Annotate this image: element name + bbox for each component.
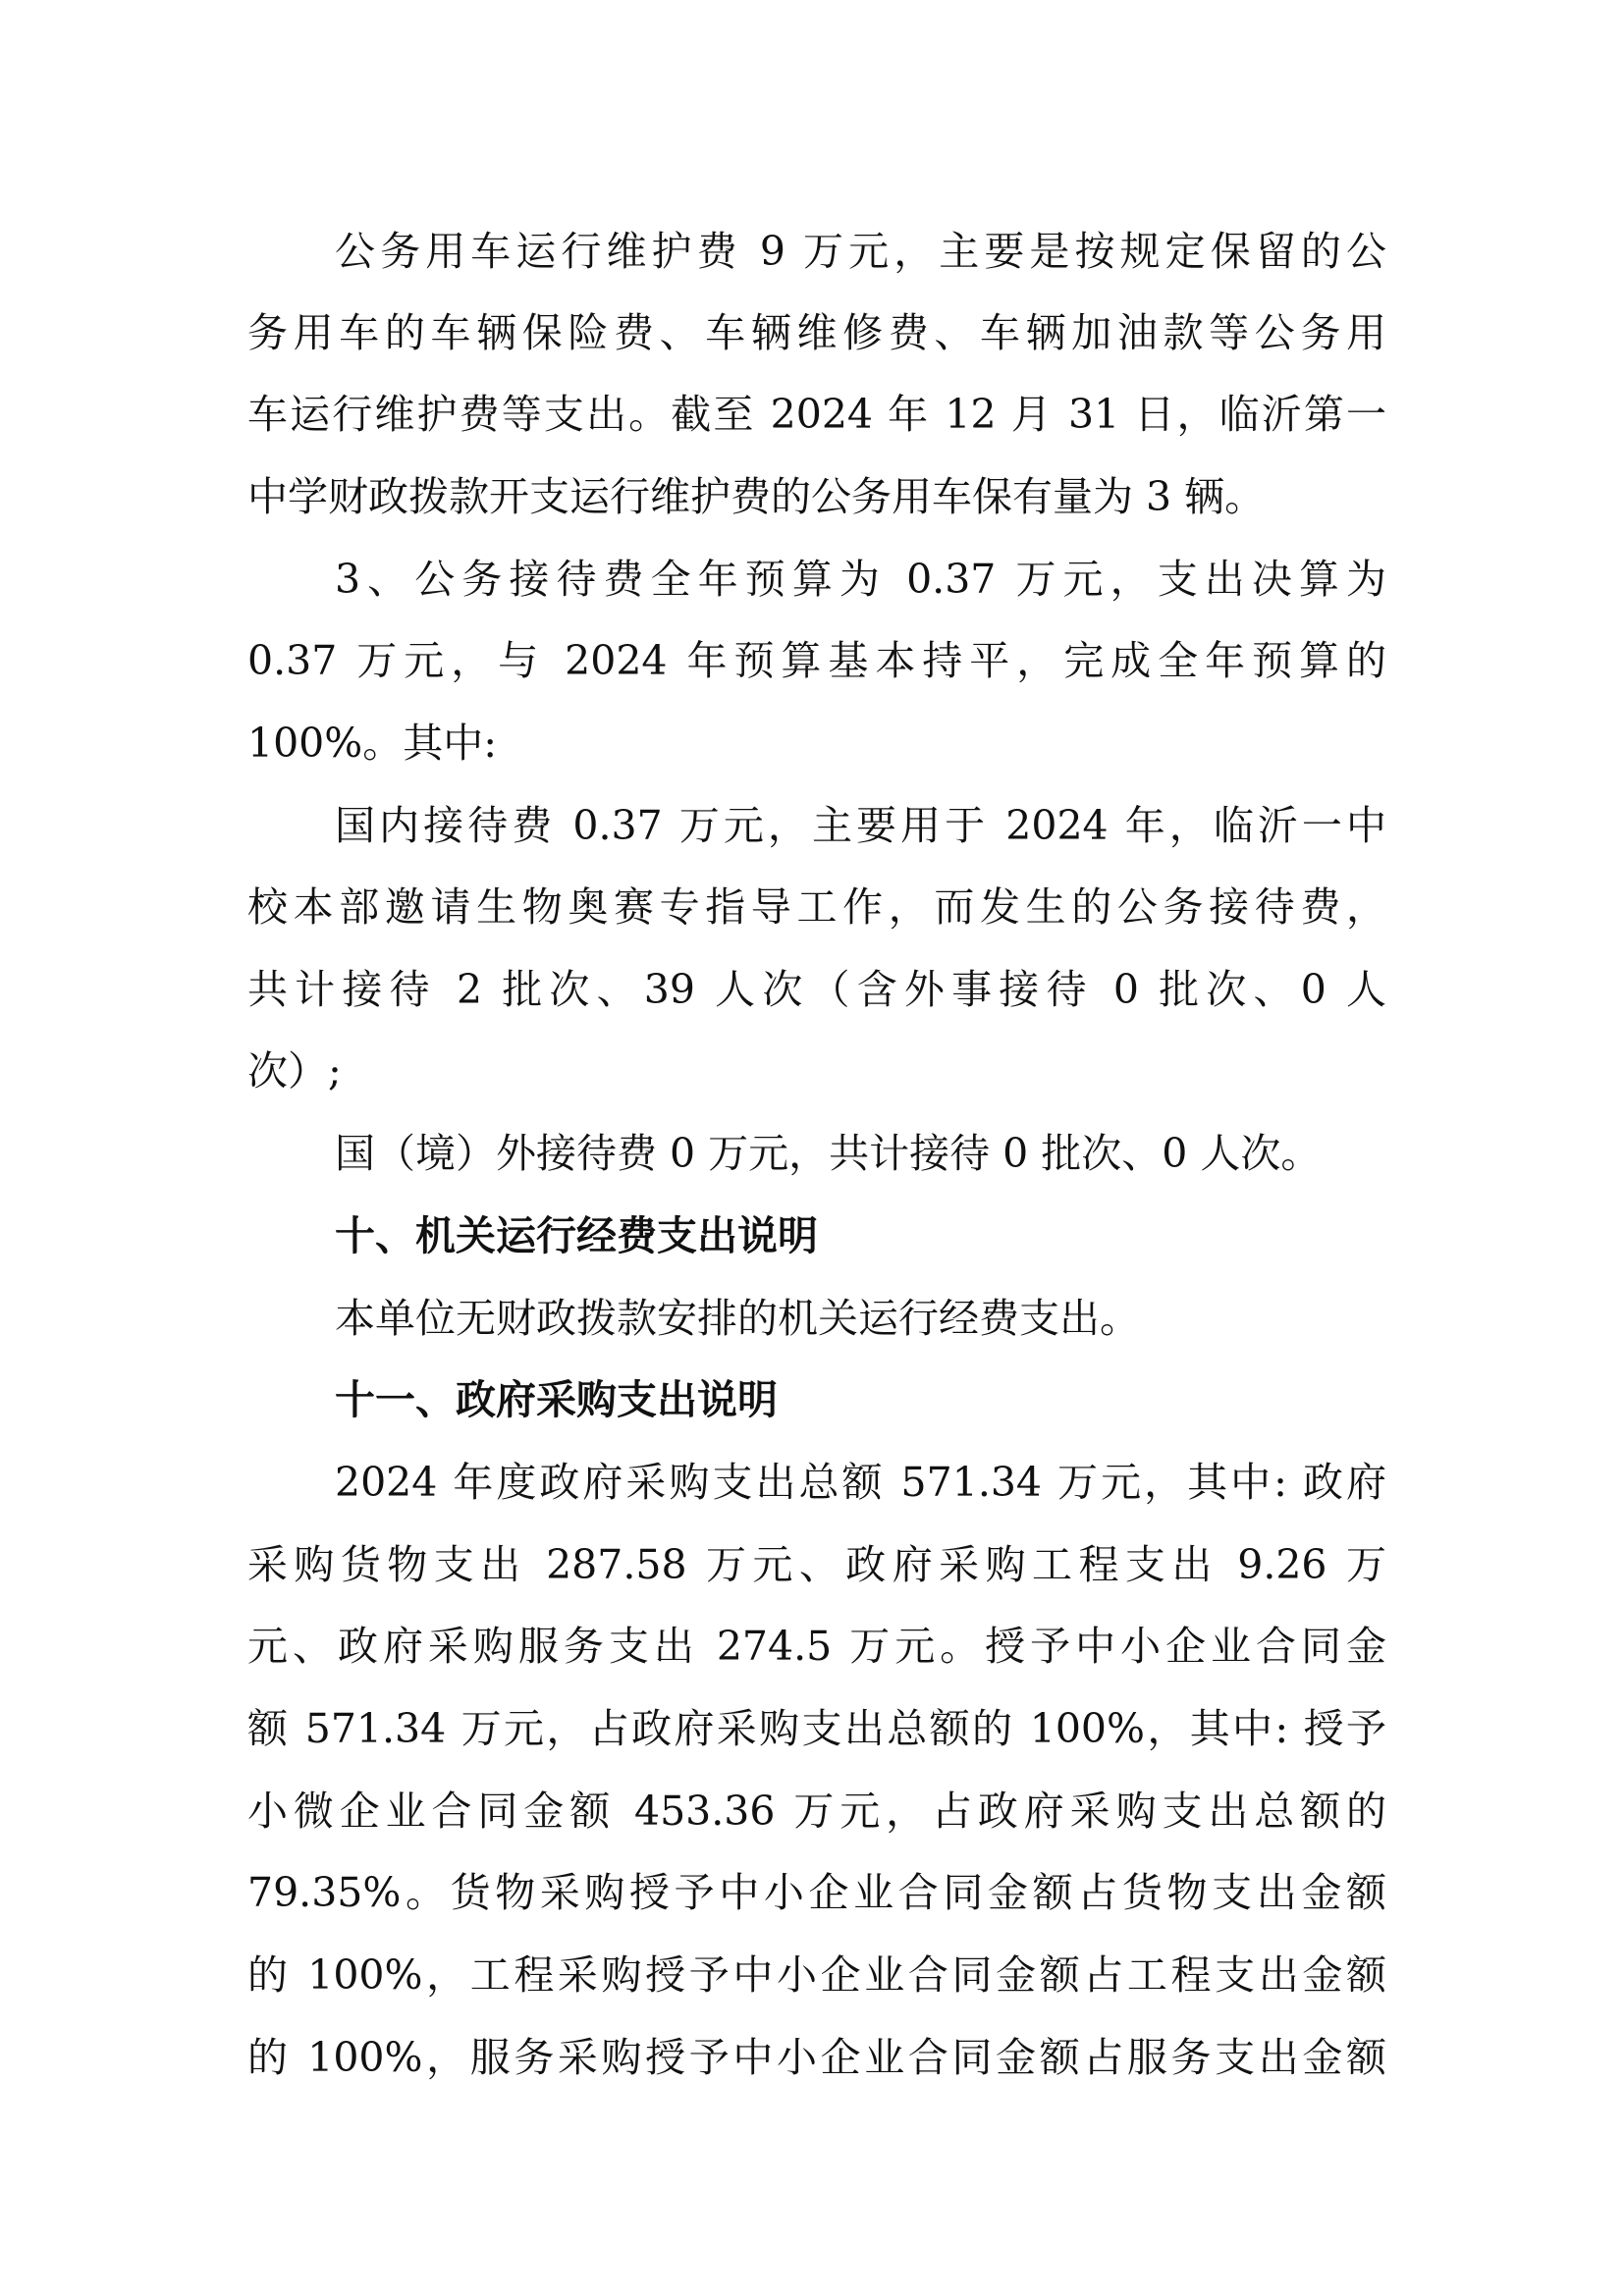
paragraph-vehicle-maintenance-line-4: 中学财政拨款开支运行维护费的公务用车保有量为 3 辆。 bbox=[247, 473, 1266, 520]
paragraph-domestic-reception-line-1: 国内接待费 0.37 万元，主要用于 2024 年，临沂一中 bbox=[335, 802, 1386, 849]
paragraph-domestic-reception-line-4: 次）; bbox=[247, 1047, 342, 1095]
paragraph-procurement-line-5: 小微企业合同金额 453.36 万元，占政府采购支出总额的 bbox=[247, 1788, 1386, 1835]
section-heading-11: 十一、政府采购支出说明 bbox=[335, 1376, 778, 1423]
paragraph-reception-budget-line-2: 0.37 万元，与 2024 年预算基本持平，完成全年预算的 bbox=[247, 637, 1386, 684]
paragraph-foreign-reception: 国（境）外接待费 0 万元，共计接待 0 批次、0 人次。 bbox=[335, 1130, 1322, 1177]
paragraph-operating-expenses: 本单位无财政拨款安排的机关运行经费支出。 bbox=[335, 1295, 1140, 1342]
paragraph-procurement-line-8: 的 100%，服务采购授予中小企业合同金额占服务支出金额 bbox=[247, 2034, 1386, 2081]
paragraph-procurement-line-3: 元、政府采购服务支出 274.5 万元。授予中小企业合同金 bbox=[247, 1623, 1387, 1670]
paragraph-vehicle-maintenance-line-2: 务用车的车辆保险费、车辆维修费、车辆加油款等公务用 bbox=[247, 309, 1386, 356]
paragraph-procurement-line-6: 79.35%。货物采购授予中小企业合同金额占货物支出金额 bbox=[247, 1869, 1386, 1916]
paragraph-procurement-line-1: 2024 年度政府采购支出总额 571.34 万元，其中: 政府 bbox=[335, 1459, 1386, 1506]
paragraph-reception-budget-line-3: 100%。其中: bbox=[247, 720, 498, 767]
paragraph-vehicle-maintenance-line-1: 公务用车运行维护费 9 万元，主要是按规定保留的公 bbox=[335, 228, 1386, 275]
paragraph-domestic-reception-line-2: 校本部邀请生物奥赛专指导工作，而发生的公务接待费， bbox=[247, 883, 1386, 931]
section-heading-10: 十、机关运行经费支出说明 bbox=[335, 1212, 818, 1259]
paragraph-vehicle-maintenance-line-3: 车运行维护费等支出。截至 2024 年 12 月 31 日，临沂第一 bbox=[247, 391, 1386, 438]
paragraph-procurement-line-4: 额 571.34 万元，占政府采购支出总额的 100%，其中: 授予 bbox=[247, 1705, 1386, 1752]
paragraph-reception-budget-line-1: 3、公务接待费全年预算为 0.37 万元，支出决算为 bbox=[335, 556, 1386, 603]
paragraph-procurement-line-2: 采购货物支出 287.58 万元、政府采购工程支出 9.26 万 bbox=[247, 1541, 1386, 1588]
paragraph-procurement-line-7: 的 100%，工程采购授予中小企业合同金额占工程支出金额 bbox=[247, 1951, 1386, 1999]
paragraph-domestic-reception-line-3: 共计接待 2 批次、39 人次（含外事接待 0 批次、0 人 bbox=[247, 966, 1386, 1013]
